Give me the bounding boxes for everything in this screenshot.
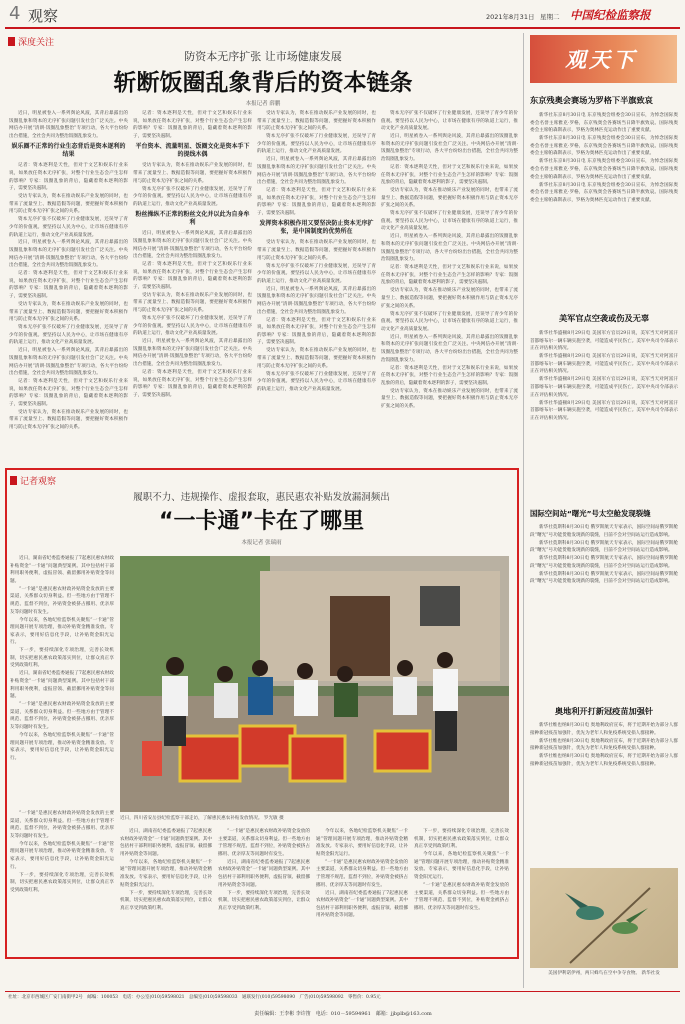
middle-story-byline: 本报记者 张瑞雨 [241, 540, 282, 546]
photo-caption: 近日，四川省安岳县纪检监察干部走访，了解惠民惠农补贴发放情况。 罗光敏 摄 [120, 816, 284, 821]
issue-weekday: 星期二 [540, 13, 560, 21]
middle-story-col-4: 今年以来，各地纪检监察机关聚焦“一卡通”管理问题开展专项治理，推动补贴资金精准发放。专家表示，要用好信息化手段，让补贴资金阳光运行。 “一卡通”是惠民惠农财政补贴资金发放的主要渠道，关系群众切身利益。但一些地方由于管理不规范、监督不到位，补贴资金被挤占挪用、优亲厚友等问题时有发生。 近日，湖南省纪委监委通报了7起惠民惠农财政补贴资金“一卡通”问题典型案例。其中包括村干部利用职务便利，虚报冒领、截留挪用补贴资金等问题。 [316, 829, 408, 919]
middle-story-column: 记者观察 [10, 474, 56, 487]
sidebar-banner-title: 观天下 [565, 48, 637, 72]
footer-address: 社址：北京市西城区广安门南街甲2号 邮编：100053 电话：办公室(010)59598021 总编室(010)59598033 通联发行(010)59598090 广告(010)59598092 零售价：0.95元 [8, 995, 381, 1000]
column-marker [10, 476, 17, 485]
sidebar-story-2-text: 新华社华盛顿8月29日电 美国军方官员29日说，美军当天对阿富汗首都喀布尔一辆车辆实施空袭，可能造成平民伤亡。美军中央司令部表示正在评估相关情况。 新华社华盛顿8月29日电 美国军方官员29日说，美军当天对阿富汗首都喀布尔一辆车辆实施空袭，可能造成平民伤亡。美军中央司令部表示正在评估相关情况。 新华社华盛顿8月29日电 美国军方官员29日说，美军当天对阿富汗首都喀布尔一辆车辆实施空袭，可能造成平民伤亡。美军中央司令部表示正在评估相关情况。 新华社华盛顿8月29日电 美国军方官员29日说，美军当天对阿富汗首都喀布尔一辆车辆实施空袭，可能造成平民伤亡。美军中央司令部表示正在评估相关情况。 [530, 331, 678, 421]
issue-date: 2021年8月31日 [486, 13, 535, 21]
column-divider [523, 33, 524, 988]
sidebar-story-4-title: 奥地利开打新冠疫苗加强针 [554, 706, 654, 716]
subhead: 粉丝操纵不正常的粉丝文化并以此为自身牟利 [135, 211, 250, 227]
top-story-col-2: 记者：资本逐利是天性，但对于文艺和娱乐行业来说，如果放任资本无序扩张，对整个行业生态会产生怎样的影响？专家：饭圈乱象的背后，隐藏着资本逐利的影子，需要坚决遏制。 平台资本、流量明星、饭圈文化是资本手下的提线木偶 受访专家认为，资本在推动娱乐产业发展的同时，也带来了流量至上、数据造假等问题，要把握好资本积极作用与防止资本无序扩张之间的关系。 资本无序扩张不仅破坏了行业健康发展，还误导了青少年的价值观。要坚持以人民为中心，让市场在健康有序的轨道上运行，推动文化产业高质量发展。 粉丝操纵不正常的粉丝文化并以此为自身牟利 近日，明星被卷入一系列舆论风波，其背后暴露出的饭圈乱象和资本的无序扩张问题引发社会广泛关注。中央网信办开展“清朗·饭圈乱象整治”专项行动，各大平台纷纷出台措施，全社会共同为整治饭圈乱象发力。 记者：资本逐利是天性，但对于文艺和娱乐行业来说，如果放任资本无序扩张，对整个行业生态会产生怎样的影响？专家：饭圈乱象的背后，隐藏着资本逐利的影子，需要坚决遏制。 受访专家认为，资本在推动娱乐产业发展的同时，也带来了流量至上、数据造假等问题，要把握好资本积极作用与防止资本无序扩张之间的关系。 资本无序扩张不仅破坏了行业健康发展，还误导了青少年的价值观。要坚持以人民为中心，让市场在健康有序的轨道上运行，推动文化产业高质量发展。 近日，明星被卷入一系列舆论风波，其背后暴露出的饭圈乱象和资本的无序扩张问题引发社会广泛关注。中央网信办开展“清朗·饭圈乱象整治”专项行动，各大平台纷纷出台措施，全社会共同为整治饭圈乱象发力。 记者：资本逐利是天性，但对于文艺和娱乐行业来说，如果放任资本无序扩张，对整个行业生态会产生怎样的影响？专家：饭圈乱象的背后，隐藏着资本逐利的影子，需要坚决遏制。 [133, 111, 252, 398]
news-photo [120, 556, 509, 812]
footer-contact: 责任编辑：王李彬 李许笛 电话：010－59594961 邮箱：jjbplb@163.com [254, 1011, 432, 1017]
newspaper-logo: 中国纪检监察报 [570, 8, 651, 22]
top-story-col-1: 近日，明星被卷入一系列舆论风波，其背后暴露出的饭圈乱象和资本的无序扩张问题引发社会广泛关注。中央网信办开展“清朗·饭圈乱象整治”专项行动，各大平台纷纷出台措施，全社会共同为整治饭圈乱象发力。 娱乐圈不正常的行业生态背后是资本逐利的结果 记者：资本逐利是天性，但对于文艺和娱乐行业来说，如果放任资本无序扩张，对整个行业生态会产生怎样的影响？专家：饭圈乱象的背后，隐藏着资本逐利的影子，需要坚决遏制。 受访专家认为，资本在推动娱乐产业发展的同时，也带来了流量至上、数据造假等问题，要把握好资本积极作用与防止资本无序扩张之间的关系。 资本无序扩张不仅破坏了行业健康发展，还误导了青少年的价值观。要坚持以人民为中心，让市场在健康有序的轨道上运行，推动文化产业高质量发展。 近日，明星被卷入一系列舆论风波，其背后暴露出的饭圈乱象和资本的无序扩张问题引发社会广泛关注。中央网信办开展“清朗·饭圈乱象整治”专项行动，各大平台纷纷出台措施，全社会共同为整治饭圈乱象发力。 记者：资本逐利是天性，但对于文艺和娱乐行业来说，如果放任资本无序扩张，对整个行业生态会产生怎样的影响？专家：饭圈乱象的背后，隐藏着资本逐利的影子，需要坚决遏制。 受访专家认为，资本在推动娱乐产业发展的同时，也带来了流量至上、数据造假等问题，要把握好资本积极作用与防止资本无序扩张之间的关系。 资本无序扩张不仅破坏了行业健康发展，还误导了青少年的价值观。要坚持以人民为中心，让市场在健康有序的轨道上运行，推动文化产业高质量发展。 近日，明星被卷入一系列舆论风波，其背后暴露出的饭圈乱象和资本的无序扩张问题引发社会广泛关注。中央网信办开展“清朗·饭圈乱象整治”专项行动，各大平台纷纷出台措施，全社会共同为整治饭圈乱象发力。 记者：资本逐利是天性，但对于文艺和娱乐行业来说，如果放任资本无序扩张，对整个行业生态会产生怎样的影响？专家：饭圈乱象的背后，隐藏着资本逐利的影子，需要坚决遏制。 受访专家认为，资本在推动娱乐产业发展的同时，也带来了流量至上、数据造假等问题，要把握好资本积极作用与防止资本无序扩张之间的关系。 [9, 111, 128, 431]
middle-story-lead: 近日，湖南省纪委监委通报了7起惠民惠农财政补贴资金“一卡通”问题典型案例。其中包括村干部利用职务便利，虚报冒领、截留挪用补贴资金等问题。 “一卡通”是惠民惠农财政补贴资金发放的主要渠道，关系群众切身利益。但一些地方由于管理不规范、监督不到位，补贴资金被挤占挪用、优亲厚友等问题时有发生。 今年以来，各地纪检监察机关聚焦“一卡通”管理问题开展专项治理，推动补贴资金精准发放。专家表示，要用好信息化手段，让补贴资金阳光运行。 下一步，要持续深化专项治理，完善长效机制，切实把惠民惠农政策落实到位，让群众真正享受到政策红利。 近日，湖南省纪委监委通报了7起惠民惠农财政补贴资金“一卡通”问题典型案例。其中包括村干部利用职务便利，虚报冒领、截留挪用补贴资金等问题。 “一卡通”是惠民惠农财政补贴资金发放的主要渠道，关系群众切身利益。但一些地方由于管理不规范、监督不到位，补贴资金被挤占挪用、优亲厚友等问题时有发生。 今年以来，各地纪检监察机关聚焦“一卡通”管理问题开展专项治理，推动补贴资金精准发放。专家表示，要用好信息化手段，让补贴资金阳光运行。 [10, 556, 114, 761]
header-rule [5, 27, 680, 29]
section-name: 观察 [28, 7, 59, 25]
middle-story-col-3: “一卡通”是惠民惠农财政补贴资金发放的主要渠道，关系群众切身利益。但一些地方由于管理不规范、监督不到位，补贴资金被挤占挪用、优亲厚友等问题时有发生。 近日，湖南省纪委监委通报了7起惠民惠农财政补贴资金“一卡通”问题典型案例。其中包括村干部利用职务便利，虚报冒领、截留挪用补贴资金等问题。 下一步，要持续深化专项治理，完善长效机制，切实把惠民惠农政策落实到位，让群众真正享受到政策红利。 [218, 829, 310, 911]
sidebar-story-3-text: 新华社莫斯科8月30日电 俄罗斯航天专家表示，国际空间站俄罗斯舱段“曙光”号功能货舱发现新的裂缝，目前不会对空间站运行造成影响。 新华社莫斯科8月30日电 俄罗斯航天专家表示，国际空间站俄罗斯舱段“曙光”号功能货舱发现新的裂缝，目前不会对空间站运行造成影响。 新华社莫斯科8月30日电 俄罗斯航天专家表示，国际空间站俄罗斯舱段“曙光”号功能货舱发现新的裂缝，目前不会对空间站运行造成影响。 新华社莫斯科8月30日电 俄罗斯航天专家表示，国际空间站俄罗斯舱段“曙光”号功能货舱发现新的裂缝，目前不会对空间站运行造成影响。 [530, 525, 678, 585]
sidebar-photo [530, 868, 678, 968]
top-story-column: 深度关注 [8, 35, 54, 48]
middle-story-col-1: “一卡通”是惠民惠农财政补贴资金发放的主要渠道，关系群众切身利益。但一些地方由于管理不规范、监督不到位，补贴资金被挤占挪用、优亲厚友等问题时有发生。 今年以来，各地纪检监察机关聚焦“一卡通”管理问题开展专项治理，推动补贴资金精准发放。专家表示，要用好信息化手段，让补贴资金阳光运行。 下一步，要持续深化专项治理，完善长效机制，切实把惠民惠农政策落实到位，让群众真正享受到政策红利。 [10, 811, 114, 893]
middle-story-subtitle: 履职不力、违规操作、虚报套取，惠民惠农补贴发放漏洞频出 [133, 492, 390, 503]
subhead: 娱乐圈不正常的行业生态背后是资本逐利的结果 [11, 143, 126, 159]
sidebar-story-2-title: 美军官点空袭或伤及无辜 [558, 313, 650, 323]
top-story-subtitle: 防资本无序扩张 让市场健康发展 [184, 50, 342, 63]
sidebar-story-1-title: 东京残奥会赛场为罗格下半旗致哀 [530, 95, 653, 105]
sidebar-photo-caption: 美国伊利诺伊州，两只蜂鸟在空中争夺食物。 新华社发 [548, 971, 660, 976]
top-story-col-3: 受访专家认为，资本在推动娱乐产业发展的同时，也带来了流量至上、数据造假等问题，要把握好资本积极作用与防止资本无序扩张之间的关系。 资本无序扩张不仅破坏了行业健康发展，还误导了青少年的价值观。要坚持以人民为中心，让市场在健康有序的轨道上运行，推动文化产业高质量发展。 近日，明星被卷入一系列舆论风波，其背后暴露出的饭圈乱象和资本的无序扩张问题引发社会广泛关注。中央网信办开展“清朗·饭圈乱象整治”专项行动，各大平台纷纷出台措施，全社会共同为整治饭圈乱象发力。 记者：资本逐利是天性，但对于文艺和娱乐行业来说，如果放任资本无序扩张，对整个行业生态会产生怎样的影响？专家：饭圈乱象的背后，隐藏着资本逐利的影子，需要坚决遏制。 发挥资本积极作用又要坚决防止资本无序扩张，是中国制度的优势所在 受访专家认为，资本在推动娱乐产业发展的同时，也带来了流量至上、数据造假等问题，要把握好资本积极作用与防止资本无序扩张之间的关系。 资本无序扩张不仅破坏了行业健康发展，还误导了青少年的价值观。要坚持以人民为中心，让市场在健康有序的轨道上运行，推动文化产业高质量发展。 近日，明星被卷入一系列舆论风波，其背后暴露出的饭圈乱象和资本的无序扩张问题引发社会广泛关注。中央网信办开展“清朗·饭圈乱象整治”专项行动，各大平台纷纷出台措施，全社会共同为整治饭圈乱象发力。 记者：资本逐利是天性，但对于文艺和娱乐行业来说，如果放任资本无序扩张，对整个行业生态会产生怎样的影响？专家：饭圈乱象的背后，隐藏着资本逐利的影子，需要坚决遏制。 受访专家认为，资本在推动娱乐产业发展的同时，也带来了流量至上、数据造假等问题，要把握好资本积极作用与防止资本无序扩张之间的关系。 资本无序扩张不仅破坏了行业健康发展，还误导了青少年的价值观。要坚持以人民为中心，让市场在健康有序的轨道上运行，推动文化产业高质量发展。 [257, 111, 376, 392]
column-marker [8, 37, 15, 46]
middle-story-col-2: 近日，湖南省纪委监委通报了7起惠民惠农财政补贴资金“一卡通”问题典型案例。其中包括村干部利用职务便利，虚报冒领、截留挪用补贴资金等问题。 今年以来，各地纪检监察机关聚焦“一卡通”管理问题开展专项治理，推动补贴资金精准发放。专家表示，要用好信息化手段，让补贴资金阳光运行。 下一步，要持续深化专项治理，完善长效机制，切实把惠民惠农政策落实到位，让群众真正享受到政策红利。 [120, 829, 212, 911]
village-photo-illustration [120, 556, 509, 812]
middle-story-title: “一卡通”卡在了哪里 [159, 509, 364, 534]
page-number: 4 [9, 3, 21, 24]
hummingbird-illustration [530, 868, 678, 968]
subhead: 平台资本、流量明星、饭圈文化是资本手下的提线木偶 [135, 143, 250, 159]
sidebar-story-3-title: 国际空间站“曙光”号太空舱发现裂缝 [530, 509, 651, 518]
top-story-title: 斩断饭圈乱象背后的资本链条 [113, 70, 413, 96]
sidebar-story-1-text: 新华社东京8月30日电 东京残奥会组委会30日宣布，为悼念国际奥委会名誉主席雅克·罗格，东京残奥会各赛场当日降半旗致哀。国际残奥委会主席帕森斯表示，罗格为奥林匹克运动作出了重要贡献。 新华社东京8月30日电 东京残奥会组委会30日宣布，为悼念国际奥委会名誉主席雅克·罗格，东京残奥会各赛场当日降半旗致哀。国际残奥委会主席帕森斯表示，罗格为奥林匹克运动作出了重要贡献。 新华社东京8月30日电 东京残奥会组委会30日宣布，为悼念国际奥委会名誉主席雅克·罗格，东京残奥会各赛场当日降半旗致哀。国际残奥委会主席帕森斯表示，罗格为奥林匹克运动作出了重要贡献。 新华社东京8月30日电 东京残奥会组委会30日宣布，为悼念国际奥委会名誉主席雅克·罗格，东京残奥会各赛场当日降半旗致哀。国际残奥委会主席帕森斯表示，罗格为奥林匹克运动作出了重要贡献。 [530, 113, 678, 203]
top-story-col-4: 资本无序扩张不仅破坏了行业健康发展，还误导了青少年的价值观。要坚持以人民为中心，让市场在健康有序的轨道上运行，推动文化产业高质量发展。 近日，明星被卷入一系列舆论风波，其背后暴露出的饭圈乱象和资本的无序扩张问题引发社会广泛关注。中央网信办开展“清朗·饭圈乱象整治”专项行动，各大平台纷纷出台措施，全社会共同为整治饭圈乱象发力。 记者：资本逐利是天性，但对于文艺和娱乐行业来说，如果放任资本无序扩张，对整个行业生态会产生怎样的影响？专家：饭圈乱象的背后，隐藏着资本逐利的影子，需要坚决遏制。 受访专家认为，资本在推动娱乐产业发展的同时，也带来了流量至上、数据造假等问题，要把握好资本积极作用与防止资本无序扩张之间的关系。 资本无序扩张不仅破坏了行业健康发展，还误导了青少年的价值观。要坚持以人民为中心，让市场在健康有序的轨道上运行，推动文化产业高质量发展。 近日，明星被卷入一系列舆论风波，其背后暴露出的饭圈乱象和资本的无序扩张问题引发社会广泛关注。中央网信办开展“清朗·饭圈乱象整治”专项行动，各大平台纷纷出台措施，全社会共同为整治饭圈乱象发力。 记者：资本逐利是天性，但对于文艺和娱乐行业来说，如果放任资本无序扩张，对整个行业生态会产生怎样的影响？专家：饭圈乱象的背后，隐藏着资本逐利的影子，需要坚决遏制。 受访专家认为，资本在推动娱乐产业发展的同时，也带来了流量至上、数据造假等问题，要把握好资本积极作用与防止资本无序扩张之间的关系。 资本无序扩张不仅破坏了行业健康发展，还误导了青少年的价值观。要坚持以人民为中心，让市场在健康有序的轨道上运行，推动文化产业高质量发展。 近日，明星被卷入一系列舆论风波，其背后暴露出的饭圈乱象和资本的无序扩张问题引发社会广泛关注。中央网信办开展“清朗·饭圈乱象整治”专项行动，各大平台纷纷出台措施，全社会共同为整治饭圈乱象发力。 记者：资本逐利是天性，但对于文艺和娱乐行业来说，如果放任资本无序扩张，对整个行业生态会产生怎样的影响？专家：饭圈乱象的背后，隐藏着资本逐利的影子，需要坚决遏制。 受访专家认为，资本在推动娱乐产业发展的同时，也带来了流量至上、数据造假等问题，要把握好资本积极作用与防止资本无序扩张之间的关系。 [381, 111, 518, 409]
footer-rule [5, 991, 680, 992]
sidebar-banner [530, 35, 677, 83]
top-story-byline: 本报记者 薛鹏 [245, 101, 281, 107]
sidebar-story-4-text: 新华社维也纳8月30日电 奥地利政府宣布，将于近期开始为部分人群接种新冠疫苗加强针，优先为老年人和免疫系统受损人群接种。 新华社维也纳8月30日电 奥地利政府宣布，将于近期开始为部分人群接种新冠疫苗加强针，优先为老年人和免疫系统受损人群接种。 新华社维也纳8月30日电 奥地利政府宣布，将于近期开始为部分人群接种新冠疫苗加强针，优先为老年人和免疫系统受损人群接种。 [530, 723, 678, 767]
page-header [0, 0, 685, 26]
subhead: 发挥资本积极作用又要坚决防止资本无序扩张，是中国制度的优势所在 [259, 220, 374, 236]
middle-story-col-5: 下一步，要持续深化专项治理，完善长效机制，切实把惠民惠农政策落实到位，让群众真正享受到政策红利。 今年以来，各地纪检监察机关聚焦“一卡通”管理问题开展专项治理，推动补贴资金精准发放。专家表示，要用好信息化手段，让补贴资金阳光运行。 “一卡通”是惠民惠农财政补贴资金发放的主要渠道，关系群众切身利益。但一些地方由于管理不规范、监督不到位，补贴资金被挤占挪用、优亲厚友等问题时有发生。 [414, 829, 509, 911]
